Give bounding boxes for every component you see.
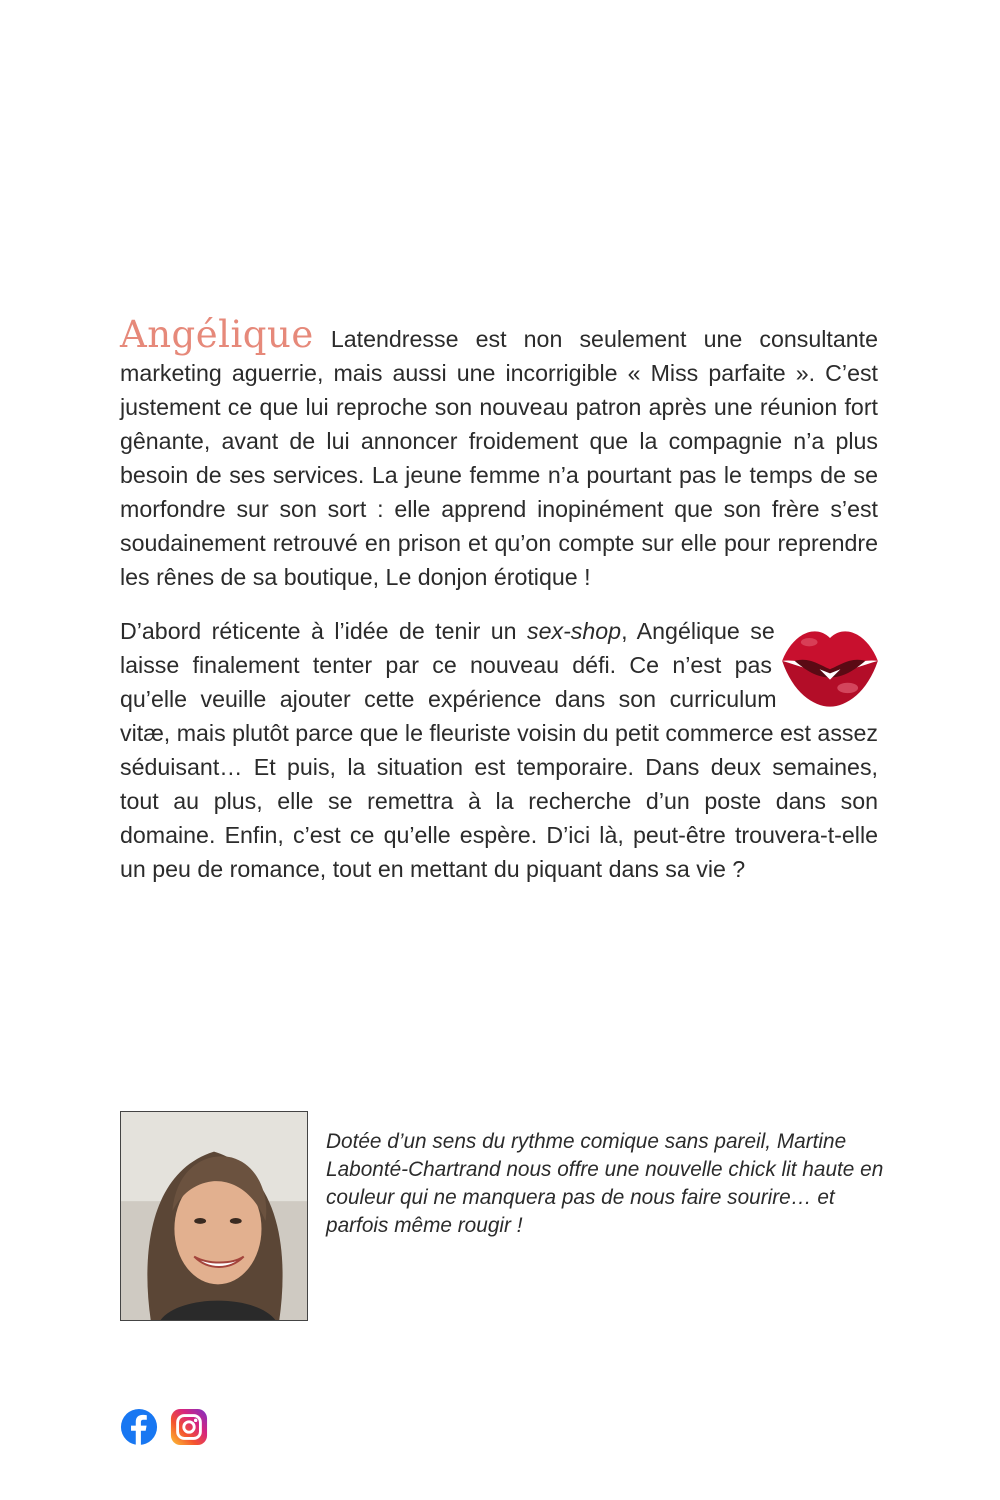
synopsis-paragraph-2 — [120, 614, 878, 886]
author-photo — [120, 1111, 308, 1321]
character-name: Angélique — [120, 313, 314, 356]
paragraph-2-start: D’abord réticente à l’idée de tenir un — [120, 618, 527, 644]
lips-icon — [778, 616, 882, 712]
synopsis-paragraph-1 — [120, 313, 878, 594]
instagram-icon[interactable] — [170, 1408, 208, 1446]
author-blurb: Dotée d’un sens du rythme comique sans pareil, Martine Labonté-Chartrand nous offre une nouvelle chick lit haute en couleur qui ne manquera pas de nous faire sourire… et parfois même rougir ! — [326, 1130, 884, 1237]
paragraph-1-text: Latendresse est non seulement une consultante marketing aguerrie, mais aussi une incorrigible « Miss parfaite ». C’est justement ce que lui reproche son nouveau patron après une réunion fort gênante, avant de lui annoncer froidement que la compagnie n’a plus besoin de ses services. La jeune femme n’a pourtant pas le temps de se morfondre sur son sort : elle apprend inopinément que son frère s’est soudainement retrouvé en prison et qu’on compte sur elle pour reprendre les rênes de sa boutique, Le donjon érotique ! — [120, 326, 878, 590]
paragraph-2-rest: , Angélique se laisse finalement tenter par ce nouveau défi. Ce n’est pas qu’elle veuille ajouter cette expérience dans son curriculum vitæ, mais plutôt parce que le fleuriste voisin du petit commerce est assez séduisant… Et puis, la situation est temporaire. Dans deux semaines, tout au plus, elle se remettra à la recherche d’un poste dans son domaine. Enfin, c’est ce qu’elle espère. D’ici là, peut-être trouvera-t-elle un peu de romance, tout en mettant du piquant dans sa vie ? — [120, 618, 878, 882]
synopsis — [120, 313, 878, 886]
paragraph-2-italic: sex-shop — [526, 618, 622, 644]
facebook-icon[interactable] — [120, 1408, 158, 1446]
social-links — [120, 1408, 208, 1446]
